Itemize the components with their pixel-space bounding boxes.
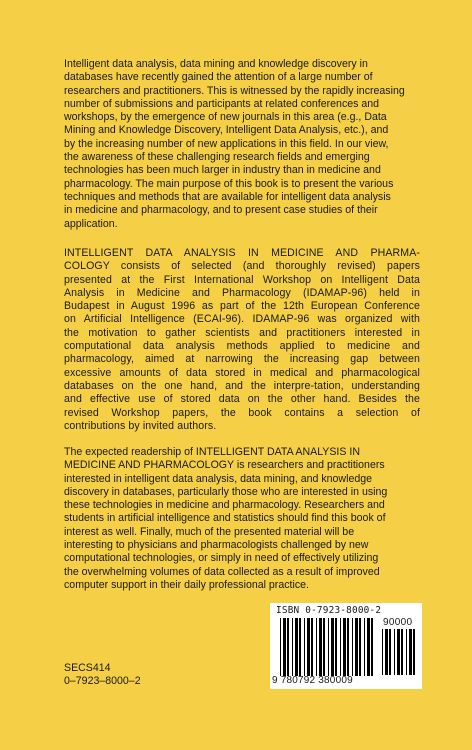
barcode-bar — [385, 629, 388, 675]
text-line: interesting to physicians and pharmacologists challenged by new — [64, 539, 369, 552]
barcode-bar — [352, 618, 353, 676]
text-line: workshops, by the emergence of new journals in this area (e.g., Data — [64, 111, 387, 124]
text-line: and effective use of stored data on the other hand. Besides the — [64, 393, 420, 406]
barcode-bar — [347, 618, 349, 676]
barcode-bar — [280, 618, 281, 676]
text-line: techniques and methods that are available for intelligent data analysis — [64, 190, 391, 203]
text-line: Intelligent data analysis, data mining and knowledge discovery in — [64, 58, 368, 70]
isbn-code: 0–7923–8000–2 — [64, 675, 141, 687]
barcode-bar — [355, 618, 358, 676]
blurb-paragraph-1 — [64, 58, 420, 231]
text-line: on Artificial Intelligence (ECAI-96). IDAMAP-96 was organized with — [64, 313, 420, 326]
text-line: the overwhelming volumes of data collected as a result of improved — [64, 565, 380, 578]
text-line: excessive amounts of data stored in medical and pharmacological — [64, 366, 420, 379]
barcode-bar — [364, 618, 365, 676]
barcode-bar — [382, 629, 383, 675]
barcode-bar — [401, 629, 403, 675]
barcode-bar — [319, 618, 322, 676]
barcode-bar — [295, 618, 298, 676]
text-line: computer support in their daily professional practice. — [64, 578, 309, 591]
series-code: SECS414 — [64, 662, 111, 674]
text-line: MEDICINE AND PHARMACOLOGY is researchers and practitioners — [64, 459, 385, 472]
text-line: these technologies in medicine and pharmacology. Researchers and — [64, 499, 385, 512]
barcode-bar — [406, 629, 407, 675]
barcode-bar — [331, 618, 334, 676]
text-line: interest as well. Finally, much of the presented material will be — [64, 525, 355, 538]
text-line: discovery in databases, particularly those who are interested in using — [64, 485, 388, 498]
barcode-bar — [292, 618, 293, 676]
text-line: Budapest in August 1996 as part of the 12th European Conference — [64, 300, 420, 313]
barcode-bar — [311, 618, 313, 676]
barcode-bar — [323, 618, 325, 676]
ean-number: 9 780792 380009 — [272, 675, 353, 686]
blurb-paragraph-3 — [64, 446, 420, 592]
text-line: databases on the one hand, and the interpre-tation, understanding — [64, 379, 420, 392]
text-line: pharmacology. The main purpose of this book is to present the various — [64, 177, 394, 190]
text-line: the motivation to gather scientists and practitioners interested in — [64, 326, 420, 339]
text-line: COLOGY consists of selected (and thoroughly revised) papers — [64, 260, 420, 273]
text-line: pharmacology, aimed at narrowing the increasing gap between — [64, 353, 420, 366]
barcode-bar — [335, 618, 337, 676]
barcode-bar — [413, 629, 415, 675]
text-line: The expected readership of INTELLIGENT DATA ANALYSIS IN — [64, 446, 360, 458]
barcode-bar — [304, 618, 305, 676]
barcode-bar — [371, 618, 373, 676]
text-line: the awareness of these challenging research fields and emerging — [64, 151, 370, 164]
text-line: by the increasing number of new applications in this field. In our view, — [64, 137, 389, 150]
barcode-bar — [359, 618, 361, 676]
barcode-label — [270, 603, 422, 689]
barcode-bar — [283, 618, 286, 676]
barcode-bar — [367, 618, 370, 676]
barcode-bar — [307, 618, 310, 676]
barcode-bar — [409, 629, 412, 675]
text-line: presented at the First International Workshop on Intelligent Data — [64, 273, 420, 286]
barcode-bar — [397, 629, 400, 675]
text-line: revised Workshop papers, the book contains a selection of — [64, 406, 420, 419]
text-line: computational technologies, or simply in need of effectively utilizing — [64, 552, 379, 565]
text-line: in medicine and pharmacology, and to present case studies of their — [64, 204, 378, 217]
barcode-bar — [389, 629, 391, 675]
text-line: databases have recently gained the attention of a large number of — [64, 71, 373, 84]
blurb-paragraph-2 — [64, 247, 420, 433]
barcode-bar — [394, 629, 395, 675]
text-line: computational data analysis methods applied to medicine and — [64, 340, 420, 353]
ean-barcode-bars — [280, 618, 378, 678]
text-line: Analysis in Medicine and Pharmacology (IDAMAP-96) held in — [64, 286, 420, 299]
text-line: technologies has been much larger in industry than in medicine and — [64, 164, 381, 177]
text-line: researchers and practitioners. This is witnessed by the rapidly increasing — [64, 84, 405, 97]
text-line: students in artificial intelligence and statistics should find this book of — [64, 512, 386, 525]
barcode-bar — [343, 618, 346, 676]
barcode-bar — [299, 618, 301, 676]
addon-barcode-bars — [382, 629, 418, 683]
addon-number: 90000 — [383, 617, 413, 628]
isbn-barcode-text: ISBN 0-7923-8000-2 — [276, 605, 382, 616]
text-line: Mining and Knowledge Discovery, Intelligent Data Analysis, etc.), and — [64, 124, 389, 137]
barcode-bar — [340, 618, 341, 676]
barcode-bar — [328, 618, 329, 676]
barcode-bar — [316, 618, 317, 676]
text-line: number of submissions and participants at related conferences and — [64, 97, 380, 110]
text-line: interested in intelligent data analysis, data mining, and knowledge — [64, 472, 373, 485]
text-line: INTELLIGENT DATA ANALYSIS IN MEDICINE AND PHARMA- — [64, 247, 420, 259]
barcode-bar — [287, 618, 289, 676]
text-line: application. — [64, 217, 118, 230]
text-line: contributions by invited authors. — [64, 419, 217, 432]
